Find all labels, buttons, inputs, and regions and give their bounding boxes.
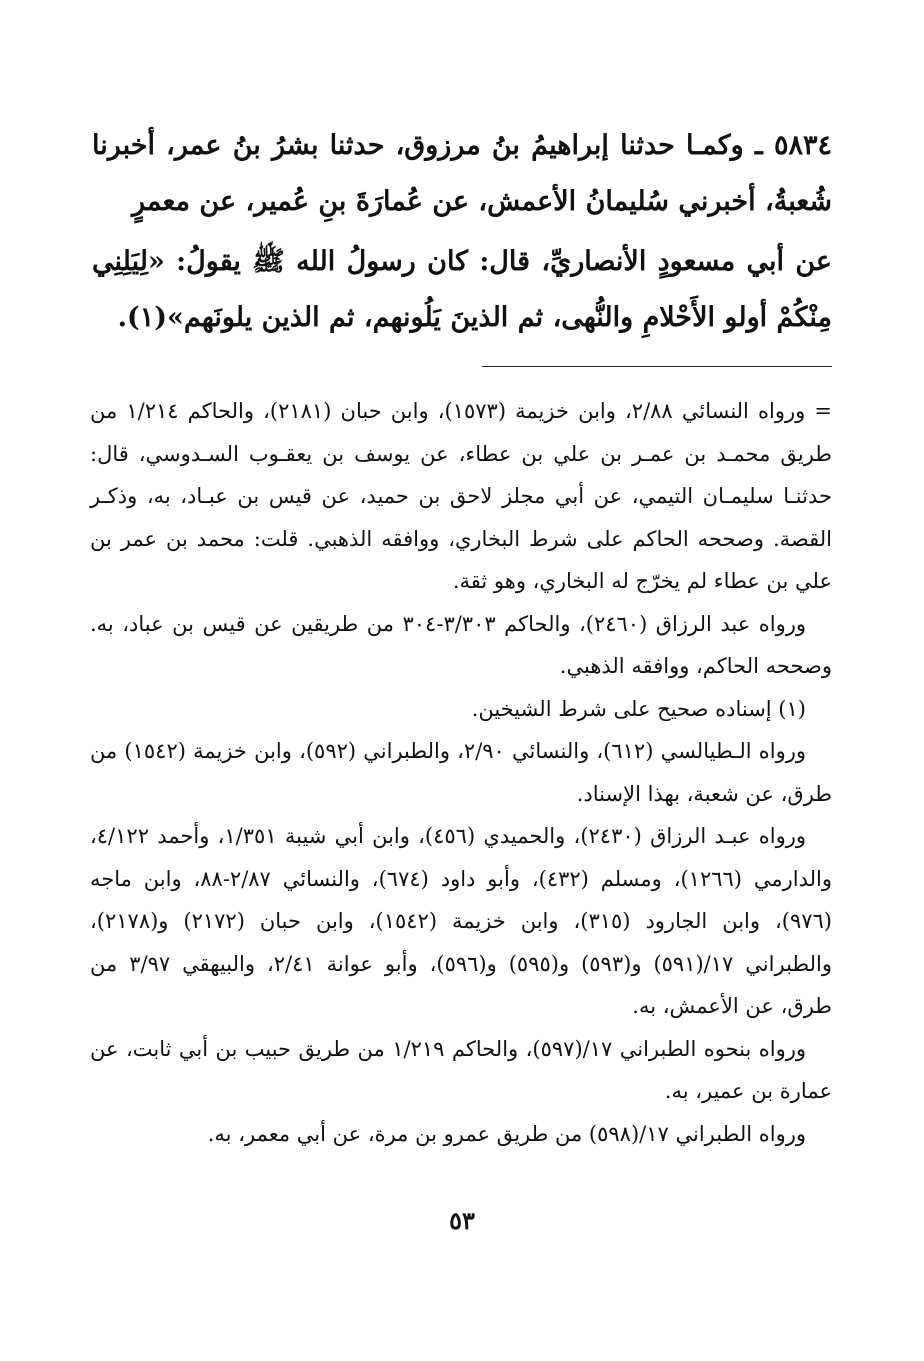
hadith-matn-paragraph: عن أبي مسعودٍ الأنصاريِّ، قال: كان رسولُ الله ﷺ يقولُ: «لِيَلِنِي مِنْكُمْ أولو الأَحْلامِ والنُّهى، ثم الذينَ يَلُونهم، ثم الذين يلونَهم»(١).	[92, 246, 832, 333]
footnote-paragraph: ورواه الطبراني ١٧/(٥٩٨) من طريق عمرو بن مرة، عن أبي معمر، به.	[207, 1121, 806, 1146]
hadith-isnad-paragraph: ٥٨٣٤ ـ وكمـا حدثنا إبراهيمُ بنُ مرزوق، حدثنا بشرُ بنُ عمر، أخبرنا شُعبةُ، أخبرني سُليمانُ الأعمش، عن عُمارَةَ بنِ عُمير، عن معمرٍ	[92, 130, 832, 217]
page-number: ٥٣	[449, 1206, 475, 1235]
footnote-1-heading: (١) إسناده صحيح على شرط الشيخين.	[471, 696, 806, 721]
footnote-paragraph: ورواه عبد الرزاق (٢٤٦٠)، والحاكم ٣/٣٠٣-٣٠٤ من طريقين عن قيس بن عباد، به. وصححه الحاكم، ووافقه الذهبي.	[90, 611, 832, 678]
footnote-paragraph: ورواه عبـد الرزاق (٢٤٣٠)، والحميدي (٤٥٦)، وابن أبي شيبة ١/٣٥١، وأحمد ٤/١٢٢، والدارمي (١٢٦٦)، ومسلم (٤٣٢)، وأبو داود (٦٧٤)، والنسائي ٢/٨٧-٨٨، وابن ماجه (٩٧٦)، وابن الجارود (٣١٥)، وابن خزيمة (١٥٤٢)، وابن حبان (٢١٧٢) و(٢١٧٨)، والطبراني ١٧/(٥٩١) و(٥٩٣) و(٥٩٥) و(٥٩٦)، وأبو عوانة ٢/٤١، والبيهقي ٣/٩٧ من طرق، عن الأعمش، به.	[90, 824, 833, 1018]
footnote-paragraph: ورواه بنحوه الطبراني ١٧/(٥٩٧)، والحاكم ١/٢١٩ من طريق حبيب بن أبي ثابت، عن عمارة بن عمير، به.	[90, 1036, 832, 1103]
footnote-paragraph: ورواه الـطيالسي (٦١٢)، والنسائي ٢/٩٠، والطبراني (٥٩٢)، وابن خزيمة (١٥٤٢) من طرق، عن شعبة، بهذا الإسناد.	[90, 739, 832, 806]
hadith-text	[92, 118, 832, 346]
footnotes-section	[90, 390, 832, 1155]
footnote-divider	[482, 366, 832, 367]
footnote-continuation: = ورواه النسائي ٢/٨٨، وابن خزيمة (١٥٧٣)، وابن حبان (٢١٨١)، والحاكم ١/٢١٤ من طريق محمـد بن عمـر بن علي بن عطاء، عن يوسف بن يعقـوب السـدوسي، قال: حدثنـا سليمـان التيمي، عن أبي مجلز لاحق بن حميد، عن قيس بن عبـاد، به، وذكـر القصة. وصححه الحاكم على شرط البخاري، ووافقه الذهبي. قلت: محمد بن عمر بن علي بن عطاء لم يخرّج له البخاري، وهو ثقة.	[90, 399, 832, 593]
